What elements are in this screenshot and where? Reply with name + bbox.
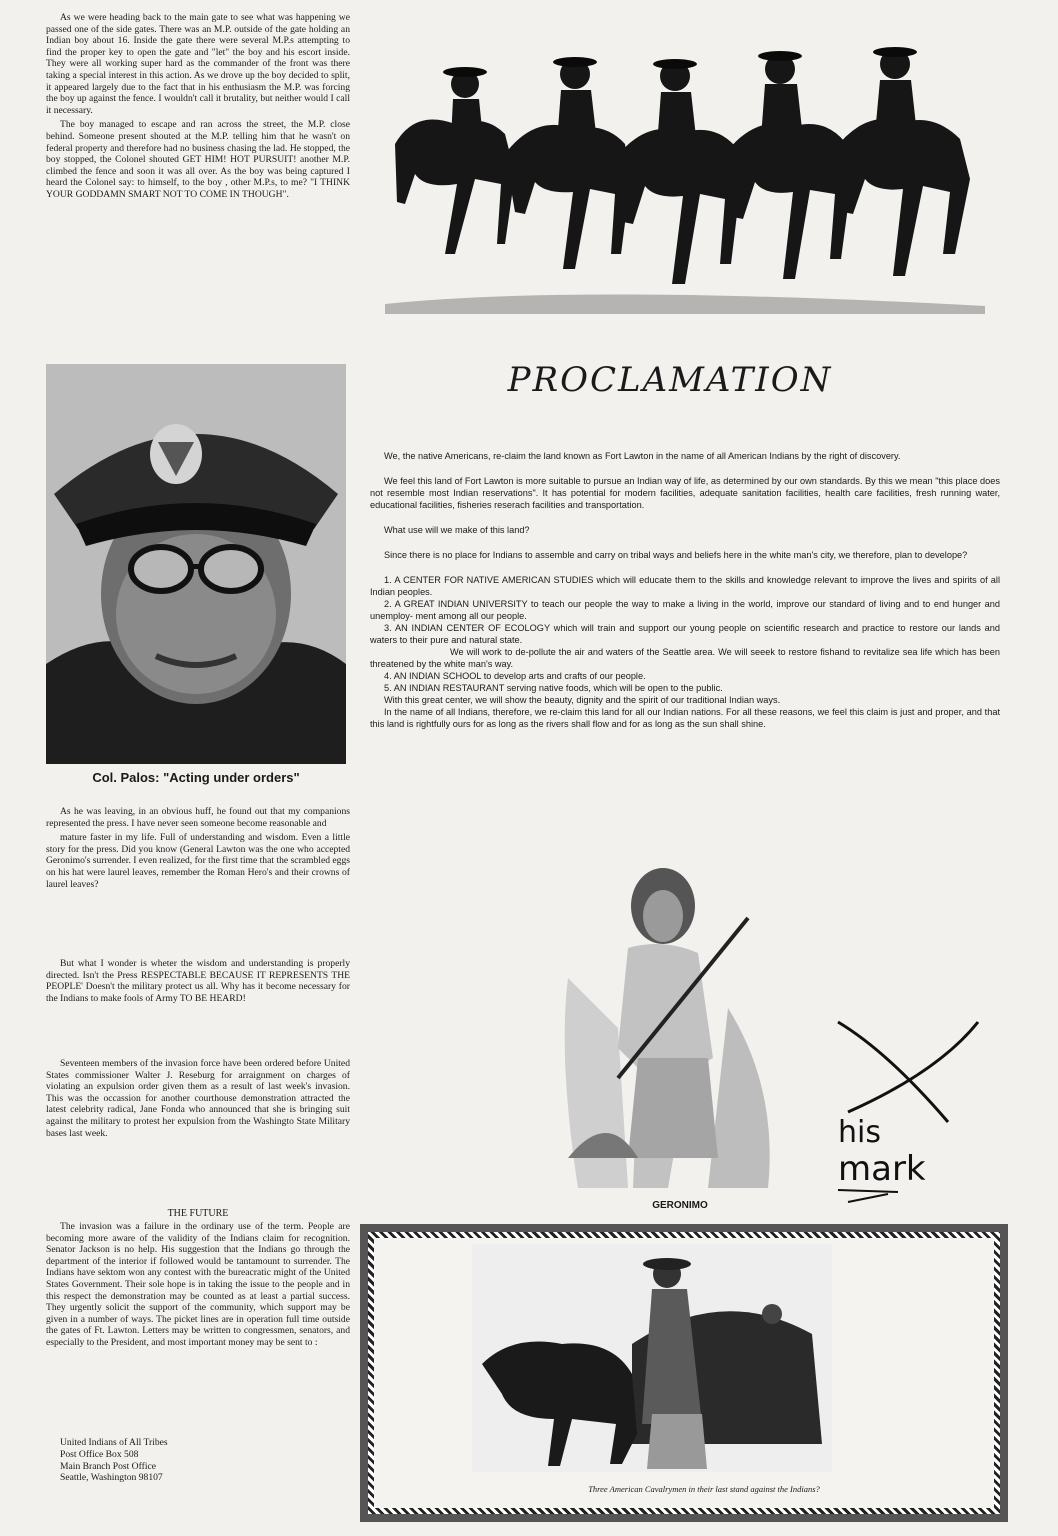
colonel-caption: Col. Palos: "Acting under orders" bbox=[92, 770, 300, 785]
cavalry-caption: Three American Cavalrymen in their last stand against the Indians? bbox=[588, 1484, 820, 1494]
mark-text-his: his bbox=[838, 1115, 881, 1150]
plan-item: We will work to de-pollute the air and waters of the Seattle area. We will seeek to restore fishand to revitalize sea life which has been threatened by the white man's way. bbox=[370, 647, 1000, 669]
article-paragraph: The invasion was a failure in the ordinary use of the term. People are becoming more aware of the validity of the Indians claim for recognition. Senator Jackson is no help. His suggestion that the Indians go through the department of the interior if followed would be tantamount to surrender. The Indians have sektom won any contest with the bureacratic might of the United States Government. Their sole hope is in taking the issue to the people and in this respect the demonstration may be counted as at least a partial success. They urgently solicit the support of the community, which support may be given in a number of ways. The picket lines are in operation full time outside the gates of Ft. Lawton. Letters may be written to congressmen, senators, and especially to the President, and most important money may be sent to : bbox=[46, 1221, 350, 1348]
address-line: Post Office Box 508 bbox=[60, 1448, 139, 1460]
plan-item: 1. A CENTER FOR NATIVE AMERICAN STUDIES which will educate them to the skills and knowledge relevant to improve the lives and spirits of all Indian peoples. bbox=[370, 575, 1000, 597]
geronimo-caption: GERONIMO bbox=[652, 1200, 708, 1211]
article-column-top bbox=[46, 12, 350, 204]
article-paragraph: mature faster in my life. Full of understanding and wisdom. Even a little story for the press. Did you know (General Lawton was the one who accepted Geronimo's surrender. I even realized, for the first time that the scrambled eggs on his hat were laurel leaves, remember the Roman Hero's and their crowns of laurel leaves? bbox=[46, 832, 350, 890]
colonel-photo bbox=[46, 364, 346, 764]
mark-text-mark: mark bbox=[838, 1149, 926, 1189]
address-line: Main Branch Post Office bbox=[60, 1460, 157, 1472]
proclamation-closing: In the name of all Indians, therefore, we re-claim this land for all our Indian nations. For all these reasons, we feel this claim is just and proper, and that this land is rightfully ours for as long as the rivers shall flow and for as long as the sun shall shine. bbox=[370, 707, 1000, 729]
article-column-invasion bbox=[46, 1058, 350, 1142]
geronimo-photo bbox=[548, 858, 798, 1196]
cavalry-photo-frame bbox=[360, 1224, 1008, 1522]
article-paragraph: As we were heading back to the main gate to see what was happening we passed one of the side gates. There was an M.P. outside of the gate holding an Indian boy about 16. Inside the gate there were several M.P.s attempting to find the proper key to open the gate and "let" the boy and his escort inside. They were all working super hard as the commander of the front was there taking a special interest in this action. As we drove up the boy decided to split, it appeared largely due to the fact that in his enthusiasm the M.P. was forcing the boy up against the fence. I wouldn't call it brutality, but neither would I call it necessary. bbox=[46, 12, 350, 116]
plan-item: 4. AN INDIAN SCHOOL to develop arts and crafts of our people. bbox=[384, 671, 646, 681]
article-paragraph: As he was leaving, in an obvious huff, he found out that my companions represented the press. I have never seen someone become reasonable and bbox=[46, 806, 350, 829]
plan-item: 2. A GREAT INDIAN UNIVERSITY to teach our people the way to make a living in the world, improve our standard of living and to end hunger and unemploy- ment among all our people. bbox=[370, 599, 1000, 621]
cavalrymen-photo bbox=[472, 1244, 832, 1472]
future-heading: THE FUTURE bbox=[167, 1208, 229, 1219]
proclamation-paragraph: We feel this land of Fort Lawton is more suitable to pursue an Indian way of life, as determined by our own standards. By this we mean "this place does not resemble most Indian reservations". It has potential for modern facilities, adequate sanitation facilities, health care facilities, fresh running water, educational facilities, fisheries reserach facilities and transportation. bbox=[370, 476, 1000, 510]
cavalry-photo-panel bbox=[374, 1238, 994, 1508]
proclamation-title: PROCLAMATION bbox=[507, 360, 833, 400]
article-paragraph: But what I wonder is wheter the wisdom and understanding is properly directed. Isn't the Press RESPECTABLE BECAUSE IT REPRESENTS THE PEOPLE' Doesn't the military protect us all. Why has it become necessary for the Indians to make fools of Army TO BE HEARD! bbox=[46, 958, 350, 1004]
cavalry-riders-illustration bbox=[375, 14, 995, 314]
article-paragraph: Seventeen members of the invasion force have been ordered before United States commissioner Walter J. Reseburg for arraignment on charges of violating an expulsion order given them as a result of last week's invasion. This was the occassion for another courthouse demonstration attracted the latest celebrity radical, Jane Fonda who announced that she is bringing suit against the military to protest her expulsion from the Washingto State Military bases last week. bbox=[46, 1058, 350, 1139]
proclamation-question: What use will we make of this land? bbox=[384, 525, 530, 535]
plan-item: 5. AN INDIAN RESTAURANT serving native foods, which will be open to the public. bbox=[384, 683, 723, 693]
plan-item: With this great center, we will show the beauty, dignity and the spirit of our traditional Indian ways. bbox=[384, 695, 781, 705]
address-line: United Indians of All Tribes bbox=[60, 1437, 168, 1448]
proclamation-body bbox=[370, 450, 1000, 730]
article-column-press bbox=[46, 958, 350, 1007]
address-line: Seattle, Washington 98107 bbox=[60, 1472, 163, 1484]
plan-item: 3. AN INDIAN CENTER OF ECOLOGY which will train and support our young people on scientific research and practice to restore our lands and waters to their pure and natural state. bbox=[370, 623, 1000, 645]
his-mark-signature bbox=[828, 1012, 1008, 1212]
article-column-middle bbox=[46, 806, 350, 893]
proclamation-paragraph: We, the native Americans, re-claim the land known as Fort Lawton in the name of all American Indians by the right of discovery. bbox=[384, 451, 901, 461]
article-paragraph: The boy managed to escape and ran across the street, the M.P. close behind. Someone present shouted at the M.P. telling him that he wasn't on federal property and therefore had no business chasing the lad. He stopped, the boy stopped, the Colonel shouted GET HIM! HOT PURSUIT! another M.P. climbed the fence and soon it was all over. As the boy was being captured I heard the Colonel say: to himself, to the boy , other M.P.s, to me? "I THINK YOUR GODDAMN SMART NOT TO COME IN THOUGH". bbox=[46, 119, 350, 200]
proclamation-plan-list bbox=[370, 574, 1000, 730]
proclamation-paragraph: Since there is no place for Indians to assemble and carry on tribal ways and beliefs here in the white man's city, we therefore, plan to develope? bbox=[384, 550, 968, 560]
mailing-address bbox=[60, 1437, 168, 1484]
article-column-future bbox=[46, 1221, 350, 1352]
